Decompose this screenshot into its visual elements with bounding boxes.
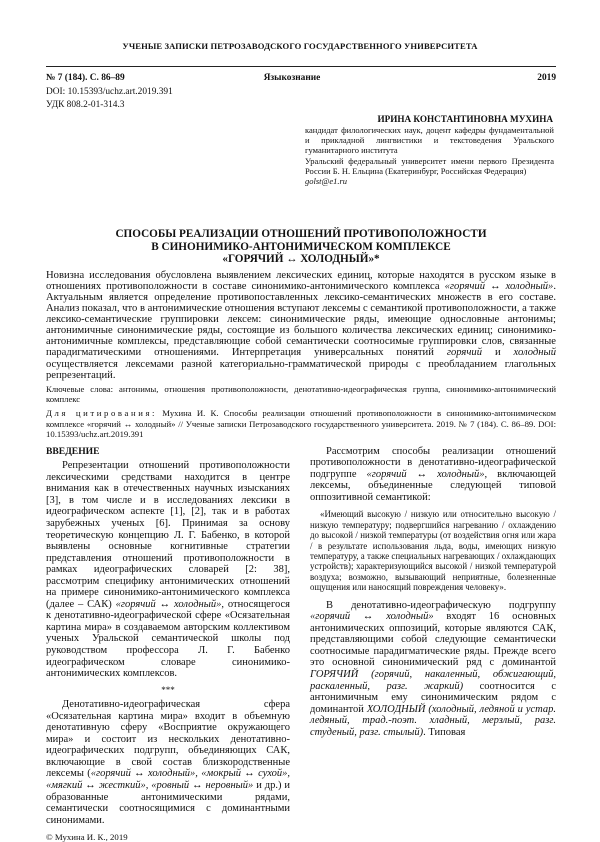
text-run: и др.) и образованные антонимическими рядами, семантически соотносящимися с доминантными синонимами. [46, 780, 290, 826]
italic-text-run: «горячий ↔ холодный» [115, 598, 222, 610]
italic-text-run: «горячий ↔ холодный» [310, 611, 434, 623]
title-line: В СИНОНИМИКО-АНТОНИМИЧЕСКОМ КОМПЛЕКСЕ [151, 240, 451, 253]
text-run: . Актуальным является определение противопоставленных лексико-семантических множеств в его составе. Анализ показал, что в антонимические отношения вступают лексемы с семантикой противоположности, а также лексико-семантические группировки лексем: синонимические ряды, имеющие однословные антонимы; антонимичные синонимические ряды, состоящие из большого количества лексических единиц; синонимико-антонимичные комплексы, представляющие собой семантически соотносимые группировки слов, связанные парадигматическими отношениями. Интерпретация универсальных понятий [46, 280, 556, 359]
title-line: СПОСОБЫ РЕАЛИЗАЦИИ ОТНОШЕНИЙ ПРОТИВОПОЛОЖНОСТИ [115, 228, 487, 240]
article-title [46, 228, 556, 266]
udk: УДК 808.2-01-314.3 [46, 100, 125, 110]
keywords: Ключевые слова: антонимы, отношения противоположности, денотативно-идеографическая группа, синонимико-антонимический комплекс [46, 383, 556, 405]
section-heading: ВВЕДЕНИЕ [46, 445, 100, 457]
text-run: и [482, 347, 514, 359]
text-run: , включающей лексемы, объединенные следующей типовой оппозитивной семантикой: [310, 468, 556, 503]
text-run: Репрезентации отношений противоположности лексическими средствами находится в центре внимания как в отечественных научных изысканиях [3], в том числе и в исследованиях лексики в идеографическом аспекте [1], [2], так и в работах зарубежных ученых [6]. Принимая за основу теоретическую концепцию Л. Г. Бабенко, в которой выявлены основные когнитивные стратегии представления отношений противоположности в рамках идеографических словарей [2: 38], рассмотрим специфику антонимических отношений на примере синонимико-антонимического комплекса (далее – САК) [46, 460, 290, 610]
text-run: соотносится с антонимичным ему синонимическим рядом с доминантой [310, 680, 557, 715]
issue-year: 2019 [537, 73, 556, 83]
author-name: ИРИНА КОНСТАНТИНОВНА МУХИНА [377, 114, 553, 124]
article-body [46, 228, 556, 842]
italic-text-run: «горячий ↔ холодный» [444, 280, 554, 292]
text-run: Рассмотрим способы реализации отношений противоположности в денотативно-идеографической подгруппе [310, 445, 556, 480]
text-run: В денотативно-идеографическую подгруппу [326, 599, 556, 611]
text-run: осуществляется лексемами разной категориально-грамматической природы с преобладанием глагольных репрезентаций. [46, 358, 556, 381]
italic-text-run: «горячий ↔ холодный» [366, 468, 485, 480]
italic-text-run: ХОЛОДНЫЙ (холодный, ледяной и устар. ледяный, трад.-поэт. хладный, мерзлый, разг. студеный, разг. стылый) [310, 703, 556, 738]
text-run: , относящегося к денотативно-идеографической сфере «Осязательная картина мира» в создаваемом авторским коллективом ученых Уральской семантической школы под руководством профессора Л. Г. Бабенко идеографическом словаре синонимико-антонимических комплексов. [46, 598, 290, 680]
issue-number: № 7 (184). С. 86–89 [46, 73, 125, 83]
text-run: Новизна исследования обусловлена выявлением лексических единиц, которые находятся в русском языке в отношениях противоположности в составе синонимико-антонимического комплекса [46, 269, 556, 292]
section-separator: *** [161, 684, 175, 695]
italic-text-run: ГОРЯЧИЙ (горячий, накаленный, обжигающий, раскаленный, разг. жаркий) [310, 668, 556, 692]
author-affiliation [305, 125, 554, 186]
italic-text-run: холодный [513, 347, 557, 359]
author-email[interactable]: golst@e1.ru [305, 176, 348, 187]
italic-text-run: «горячий ↔ холодный», «мокрый ↔ сухой», «мягкий ↔ жесткий», «ровный ↔ неровный» [46, 768, 291, 791]
title-line: «ГОРЯЧИЙ ↔ ХОЛОДНЫЙ»* [222, 253, 380, 266]
text-run: . Типовая [423, 726, 466, 738]
affiliation-1: кандидат филологических наук, доцент кафедры фундаментальной и прикладной лингвистики и текстоведения Уральского гуманитарного института [305, 125, 554, 156]
paragraph [310, 446, 556, 504]
doi: DOI: 10.15393/uchz.art.2019.391 [46, 87, 173, 97]
citation [46, 408, 556, 440]
left-column [46, 446, 290, 827]
right-column [310, 446, 556, 739]
header-divider [46, 66, 556, 67]
journal-title: УЧЕНЫЕ ЗАПИСКИ ПЕТРОЗАВОДСКОГО ГОСУДАРСТВЕННОГО УНИВЕРСИТЕТА [122, 41, 478, 51]
quote-text: «Имеющий высокую / низкую или относительно высокую / низкую температуру; подвергшийся нагреванию / охлаждению до высокой / низкой температуры (от воздействия огня или жара / в результате использования льда, воды, имеющих низкую температуру, а также специальных нагревающих / охлаждающих устройств); характеризующийся высокой / низкой температурой воздуха; возможно, вызывающий неприятные, болезненные ощущения или наносящий повреждения человеку». [310, 509, 556, 593]
citation-text: Мухина И. К. Способы реализации отношений противоположности в синонимико-антонимическом комплексе «горячий ↔ холодный» // Ученые записки Петрозаводского государственного университета. 2019. № 7 (184). С. 86–89. DOI: 10.15393/uchz.art.2019.391 [46, 407, 557, 440]
affiliation-2: Уральский федеральный университет имени первого Президента России Б. Н. Ельцина (Екатеринбург, Российская Федерация) [305, 155, 554, 176]
paragraph [46, 699, 290, 826]
paragraph [46, 460, 290, 679]
citation-label: Для цитирования: [46, 407, 158, 418]
abstract [46, 270, 556, 381]
copyright: © Мухина И. К., 2019 [46, 832, 128, 842]
text-run: входят 16 основных антонимических оппозиций, которые являются САК, представляющими собой следующие семантически соотносимые парадигматические ряды. Прежде всего это основной синонимический ряд с доминантой [310, 611, 556, 669]
section-name: Языкознание [263, 73, 321, 83]
two-columns [46, 446, 556, 827]
block-quote [310, 509, 556, 592]
paragraph [310, 600, 556, 739]
text-run: Денотативно-идеографическая сфера «Осязательная картина мира» входит в объемную денотативную сферу «Восприятие окружающего мира» и состоит из нескольких денотативно-идеографических подгрупп, объединяющих САК, включающие в свой состав близкородственные лексемы ( [46, 699, 290, 780]
issue-row [46, 73, 556, 83]
italic-text-run: горячий [446, 347, 483, 359]
